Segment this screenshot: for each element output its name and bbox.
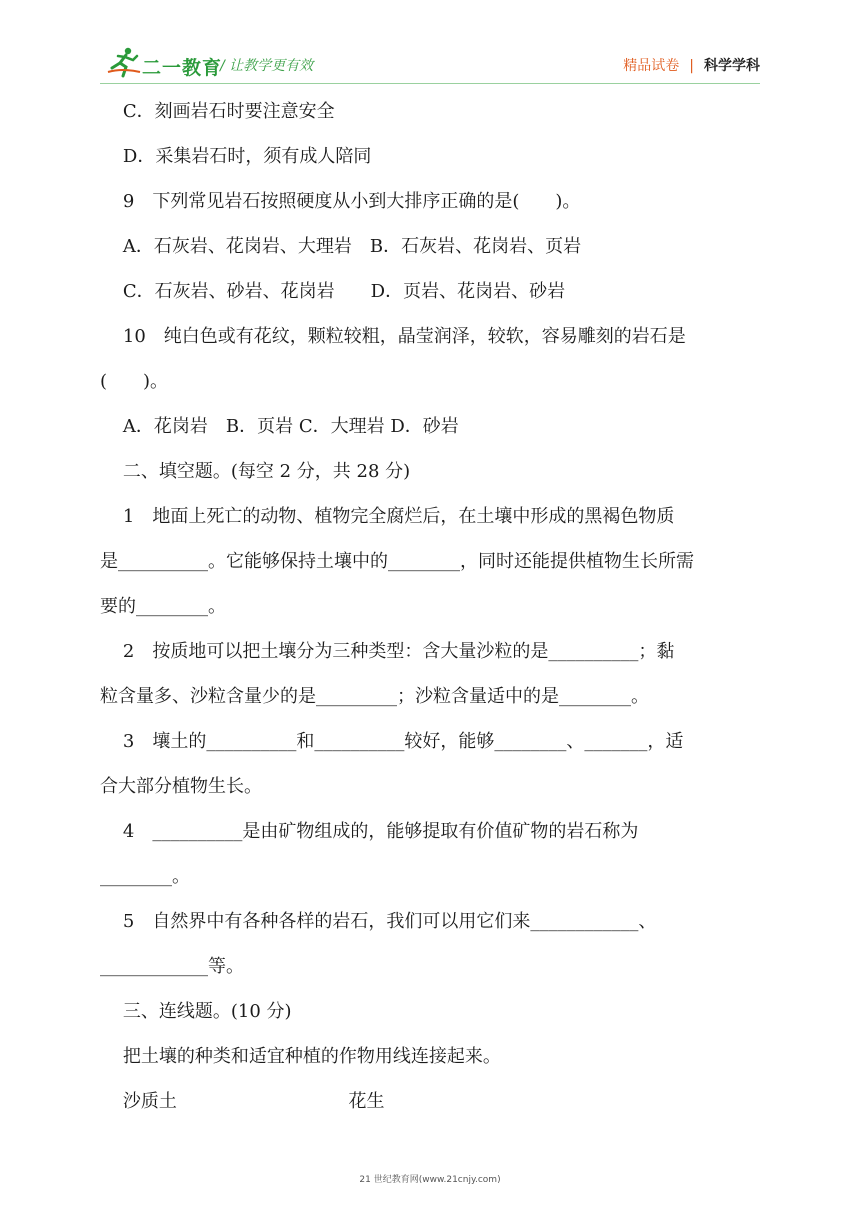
- brand-slogan: / 让教学更有效: [220, 58, 314, 74]
- question-9: 9 下列常见岩石按照硬度从小到大排序正确的是( )。: [100, 191, 581, 212]
- section-2-title: 二、填空题。(每空 2 分，共 28 分): [100, 461, 411, 482]
- running-figure-logo-icon: [106, 46, 142, 78]
- page-header: [0, 0, 860, 90]
- q9-options-cd: C．石灰岩、砂岩、花岗岩 D．页岩、花岗岩、砂岩: [100, 281, 566, 302]
- header-right: [623, 55, 760, 75]
- page-footer: 21 世纪教育网(www.21cnjy.com): [359, 1175, 501, 1185]
- q10-options: A．花岗岩 B．页岩 C．大理岩 D．砂岩: [100, 416, 459, 437]
- matching-instruction: 把土壤的种类和适宜种植的作物用线连接起来。: [100, 1046, 501, 1067]
- brand-name: 二一教育: [142, 57, 223, 79]
- header-separator: |: [689, 58, 694, 74]
- q9-options-ab: A．石灰岩、花岗岩、大理岩 B．石灰岩、花岗岩、页岩: [100, 236, 582, 257]
- fill-question-2-cont: 粒含量多、沙粒含量少的是_________；沙粒含量适中的是________。: [100, 686, 649, 707]
- question-10-cont: ( )。: [100, 371, 169, 392]
- matching-row-1: 沙质土 花生: [100, 1091, 385, 1112]
- fill-question-1: 1 地面上死亡的动物、植物完全腐烂后，在土壤中形成的黑褐色物质: [100, 506, 675, 527]
- option-d-adult: D．采集岩石时，须有成人陪同: [100, 146, 372, 167]
- quality-label: 精品试卷: [623, 58, 680, 74]
- fill-question-1-cont: 是__________。它能够保持土壤中的________，同时还能提供植物生长所需: [100, 551, 694, 572]
- fill-question-1-end: 要的________。: [100, 596, 226, 617]
- fill-question-5-cont: ____________等。: [100, 956, 244, 977]
- fill-question-3: 3 壤土的__________和__________较好，能够________、_______，适: [100, 731, 684, 752]
- fill-question-4: 4 __________是由矿物组成的，能够提取有价值矿物的岩石称为: [100, 821, 639, 842]
- fill-question-4-cont: ________。: [100, 866, 190, 887]
- fill-question-3-cont: 合大部分植物生长。: [100, 776, 262, 797]
- header-divider: [100, 83, 760, 84]
- section-3-title: 三、连线题。(10 分): [100, 1001, 292, 1022]
- option-c-safety: C．刻画岩石时要注意安全: [100, 101, 335, 122]
- fill-question-5: 5 自然界中有各种各样的岩石，我们可以用它们来____________、: [100, 911, 657, 932]
- fill-question-2: 2 按质地可以把土壤分为三种类型：含大量沙粒的是__________；黏: [100, 641, 675, 662]
- subject-label: 科学学科: [704, 58, 760, 74]
- question-10: 10 纯白色或有花纹，颗粒较粗，晶莹润泽，较软，容易雕刻的岩石是: [100, 326, 686, 347]
